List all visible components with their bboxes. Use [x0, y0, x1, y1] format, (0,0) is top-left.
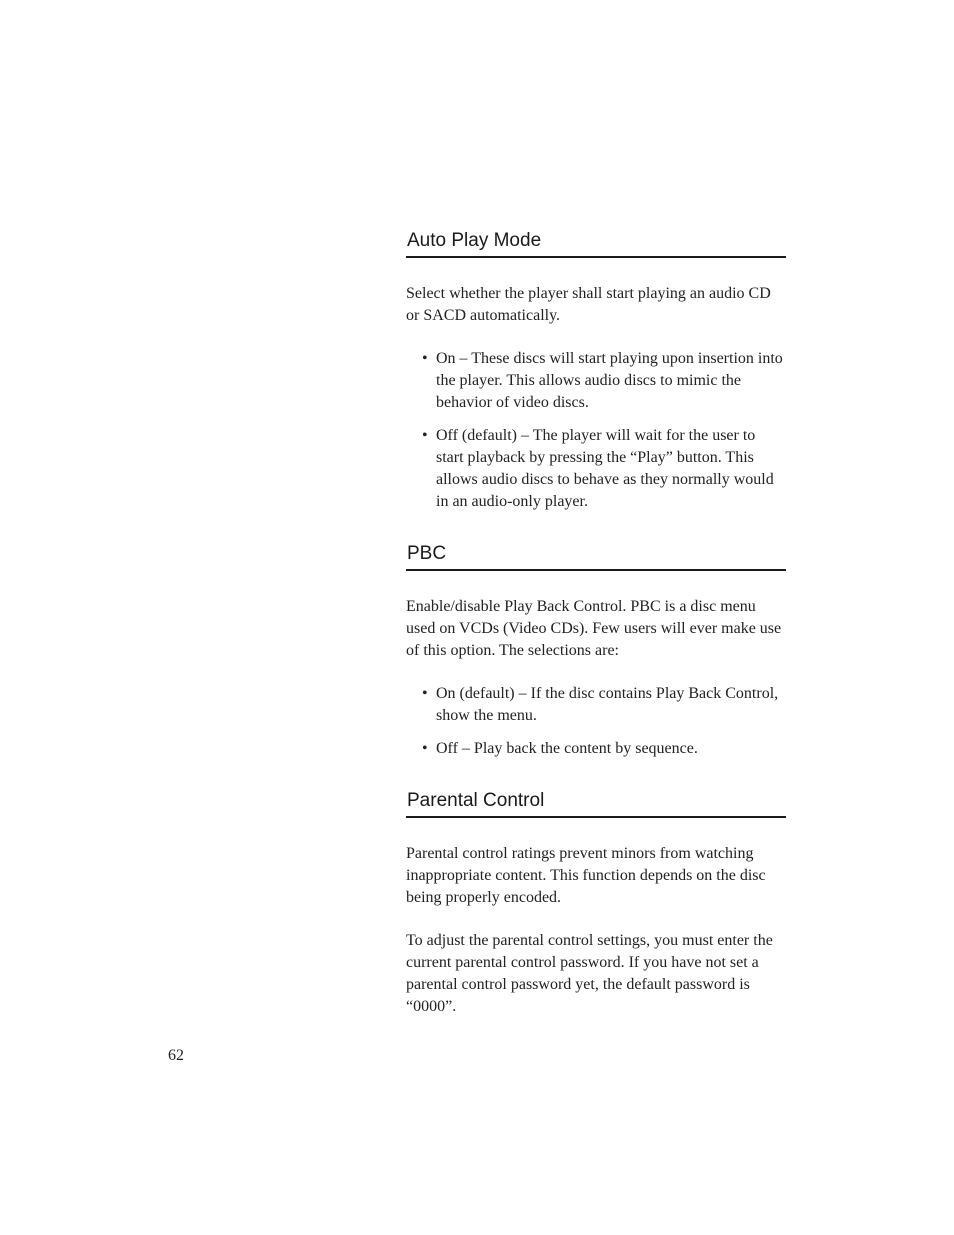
section-paragraph: To adjust the parental control settings, you must enter the current parental control password. If you have not set a parental control password yet, the default password is “0000”.	[406, 932, 773, 1015]
bullet-list	[406, 683, 786, 760]
section-heading: PBC	[406, 541, 786, 571]
bullet-list	[406, 348, 786, 513]
section-paragraph: Parental control ratings prevent minors from watching inappropriate content. This function depends on the disc being properly encoded.	[406, 845, 766, 906]
bullet-item	[406, 348, 786, 414]
section-parental-control	[406, 788, 786, 1018]
bullet-icon: •	[422, 685, 428, 702]
bullet-item	[406, 738, 786, 760]
bullet-icon: •	[422, 427, 428, 444]
bullet-text: On – These discs will start playing upon insertion into the player. This allows audio discs to mimic the behavior of video discs.	[436, 350, 783, 411]
bullet-text: Off – Play back the content by sequence.	[436, 740, 698, 757]
bullet-text: Off (default) – The player will wait for the user to start playback by pressing the “Play” button. This allows audio discs to behave as they normally would in an audio-only player.	[436, 427, 774, 510]
section-paragraph: Enable/disable Play Back Control. PBC is a disc menu used on VCDs (Video CDs). Few users will ever make use of this option. The selections are:	[406, 598, 782, 659]
bullet-icon: •	[422, 740, 428, 757]
bullet-item	[406, 683, 786, 727]
bullet-item	[406, 425, 786, 513]
bullet-icon: •	[422, 350, 428, 367]
section-auto-play-mode	[406, 228, 786, 513]
section-paragraph: Select whether the player shall start playing an audio CD or SACD automatically.	[406, 285, 771, 324]
section-heading: Parental Control	[406, 788, 786, 818]
manual-column	[406, 228, 786, 1018]
section-pbc	[406, 541, 786, 760]
section-heading: Auto Play Mode	[406, 228, 786, 258]
page-number: 62	[168, 1047, 184, 1064]
bullet-text: On (default) – If the disc contains Play Back Control, show the menu.	[436, 685, 779, 724]
